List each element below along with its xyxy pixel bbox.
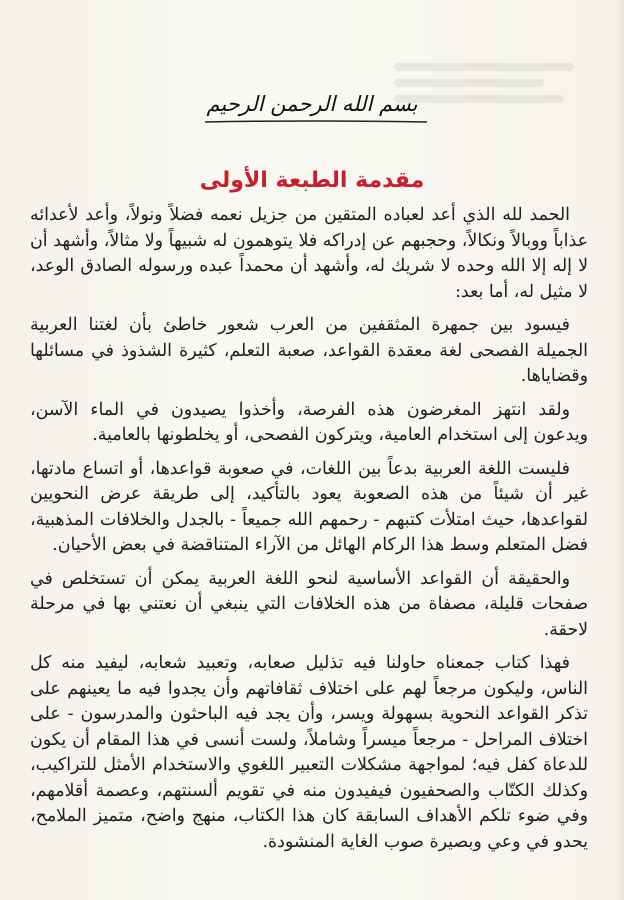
section-heading: مقدمة الطبعة الأولى [199,168,425,193]
paragraph: فهذا كتاب جمعناه حاولنا فيه تذليل صعابه، وتعبيد شعابه، ليفيد منه كل الناس، وليكون مرجعاً لهم على اختلاف ثقافاتهم وأن يجدوا فيه ما يعينهم على تذكر القواعد النحوية بسهولة ويسر، وأن يجد فيه الباحثون والمدرسون - على اختلاف المراحل - مرجعاً ميسراً وشاملاً، ولست أنسى في هذا المقام أن يكون للدعاة كفل فيه؛ لمواجهة مشكلات التعبير اللغوي والاستخدام الأمثل للتراكيب، وكذلك الكتّاب والصحفيون فيفيدون منه في تقويم ألسنتهم، وعصمة أقلامهم، وفي ضوء تلكم الأهداف السابقة كان هذا الكتاب، منهج واضح، متميز الملامح، يحدو في وعي وبصيرة صوب الغاية المنشودة. [30,653,588,852]
body-text [30,203,588,855]
paragraph: فليست اللغة العربية بدعاً بين اللغات، في صعوبة قواعدها، أو اتساع مادتها، غير أن شيئاً من هذه الصعوبة يعود بالتأكيد، إلى طريقة عرض النحويين لقواعدها، حيث امتلأت كتبهم - رحمهم الله جميعاً - بالجدل والخلافات المذهبية، فضل المتعلم وسط هذا الركام الهائل من الآراء المتناقضة في بعض الأحيان. [30,458,588,555]
paragraph: الحمد لله الذي أعد لعباده المتقين من جزيل نعمه فضلاً ونولاً، وأعد لأعدائه عذاباً ووبالاً ونكالاً، وحجبهم عن إدراكه فلا يتوهمون له شبيهاً ولا مثالاً، وأشهد أن لا إله إلا الله وحده لا شريك له، وأشهد أن محمداً عبده ورسوله الصادق الوعد، لا مثيل له، أما بعد: [30,205,588,302]
paragraph: ولقد انتهز المغرضون هذه الفرصة، وأخذوا يصيدون في الماء الآسن، ويدعون إلى استخدام العامية، ويتركون الفصحى، أو يخلطونها بالعامية. [30,399,588,445]
basmala-underline [205,120,427,123]
paragraph: فيسود بين جمهرة المثقفين من العرب شعور خاطئ بأن لغتنا العربية الجميلة الفصحى لغة معقدة القواعد، صعبة التعلم، كثيرة الشذوذ في مسائلها وقضاياها. [30,315,588,386]
basmala-calligraphy: بسم الله الرحمن الرحيم [206,92,418,116]
page-edge-shadow [614,0,624,900]
paragraph: والحقيقة أن القواعد الأساسية لنحو اللغة العربية يمكن أن تستخلص في صفحات قليلة، مصفاة من هذه الخلافات التي ينبغي أن نعتني بها في مرحلة لاحقة. [30,568,588,640]
